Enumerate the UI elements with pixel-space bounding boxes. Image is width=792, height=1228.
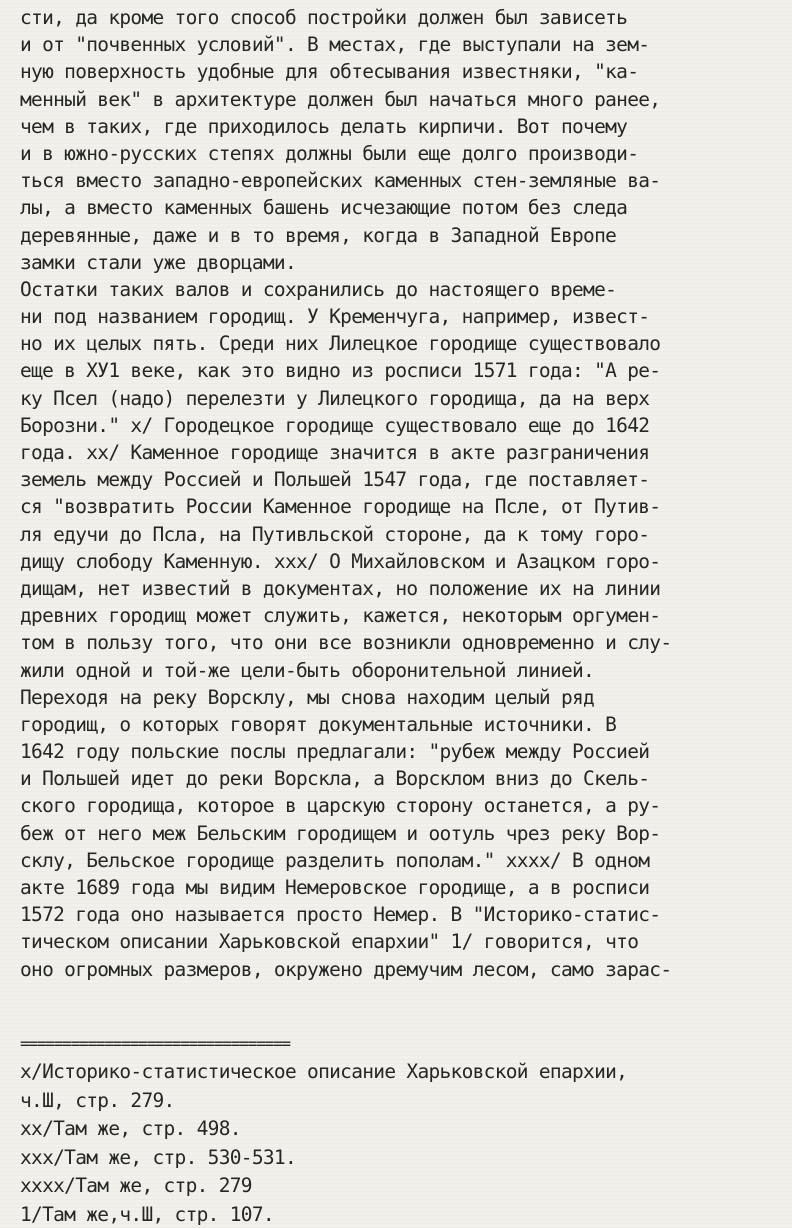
text-line: 1572 года оно называется просто Немер. В "Историко-статис-: [20, 903, 661, 927]
text-line: Остатки таких валов и сохранились до настоящего време-: [20, 277, 617, 301]
text-line: жили одной и той-же цели-быть оборонительной линией.: [20, 658, 595, 682]
text-line: и в южно-русских степях должны были еще долго производи-: [20, 141, 639, 165]
text-line: ся "возвратить России Каменное городище на Псле, от Путив-: [20, 495, 661, 519]
text-line: сти, да кроме того способ постройки должен был зависеть: [20, 6, 628, 29]
text-line: и от "почвенных условий". В местах, где выступали на зем-: [20, 33, 650, 57]
text-line: замки стали уже дворцами.: [20, 250, 296, 274]
footnote-line: xx/Там же, стр. 498.: [20, 1117, 241, 1140]
text-line: и Польшей идет до реки Ворскла, а Ворсклом вниз до Скель-: [20, 767, 650, 791]
text-line: земель между Россией и Польшей 1547 года, где поставляет-: [20, 468, 650, 492]
text-line: ского городища, которое в царскую сторону останется, а ру-: [20, 794, 661, 818]
text-line: но их целых пять. Среди них Лилецкое городище существовало: [20, 332, 661, 356]
footnote-separator: ================================: [20, 1034, 290, 1053]
text-line: беж от него меж Бельским городищем и оотуль чрез реку Вор-: [20, 821, 661, 845]
text-line: городищ, о которых говорят документальные источники. В: [20, 712, 617, 736]
text-line: ную поверхность удобные для обтесывания известняки, "ка-: [20, 60, 639, 84]
text-line: тическом описании Харьковской епархии" 1/ говорится, что: [20, 930, 639, 954]
text-line: оно огромных размеров, окружено дремучим лесом, само зарас-: [20, 957, 672, 981]
text-line: том в пользу того, что они все возникли одновременно и слу-: [20, 631, 672, 655]
text-line: ля едучи до Псла, на Путивльской стороне, да к тому горо-: [20, 522, 650, 546]
text-line: 1642 году польские послы предлагали: "рубеж между Россией: [20, 740, 650, 764]
footnote-line: xxxx/Там же, стр. 279: [20, 1174, 252, 1197]
text-line: дищу слободу Каменную. xxx/ О Михайловском и Азацком горо-: [20, 549, 661, 573]
text-line: лы, а вместо каменных башень исчезающие потом без следа: [20, 196, 628, 220]
text-line: ку Псел (надо) перелезти у Лилецкого городища, да на верх: [20, 386, 650, 410]
text-line: ться вместо западно-европейских каменных стен-земляные ва-: [20, 169, 661, 193]
text-line: деревянные, даже и в то время, когда в Западной Европе: [20, 223, 617, 247]
text-line: чем в таких, где приходилось делать кирпичи. Вот почему: [20, 114, 628, 138]
footnote-line: x/Историко-статистическое описание Харьковской епархии,: [20, 1060, 628, 1083]
text-line: акте 1689 года мы видим Немеровское городище, а в росписи: [20, 876, 650, 899]
footnote-line: xxx/Там же, стр. 530-531.: [20, 1145, 296, 1169]
text-line: менный век" в архитектуре должен был начаться много ранее,: [20, 87, 661, 111]
text-line: ни под названием городищ. У Кременчуга, например, извест-: [20, 305, 650, 329]
text-line: склу, Бельское городище разделить пополам." xxxx/ В одном: [20, 848, 650, 872]
text-line: еще в ХУ1 веке, как это видно из росписи 1571 года: "А ре-: [20, 359, 661, 383]
text-line: Переходя на реку Ворсклу, мы снова находим целый ряд: [20, 685, 595, 709]
footnotes: [20, 1058, 792, 1228]
text-line: года. xx/ Каменное городище значится в акте разграничения: [20, 441, 650, 464]
text-line: древних городищ может служить, кажется, некоторым оргумен-: [20, 604, 661, 628]
main-text: [20, 4, 792, 983]
text-line: дищам, нет известий в документах, но положение их на линии: [20, 576, 661, 600]
footnote-line: ч.Ш, стр. 279.: [20, 1088, 175, 1112]
footnote-line: 1/Там же,ч.Ш, стр. 107.: [20, 1202, 274, 1226]
text-line: Борозни." x/ Городецкое городище существовало еще до 1642: [20, 413, 650, 437]
